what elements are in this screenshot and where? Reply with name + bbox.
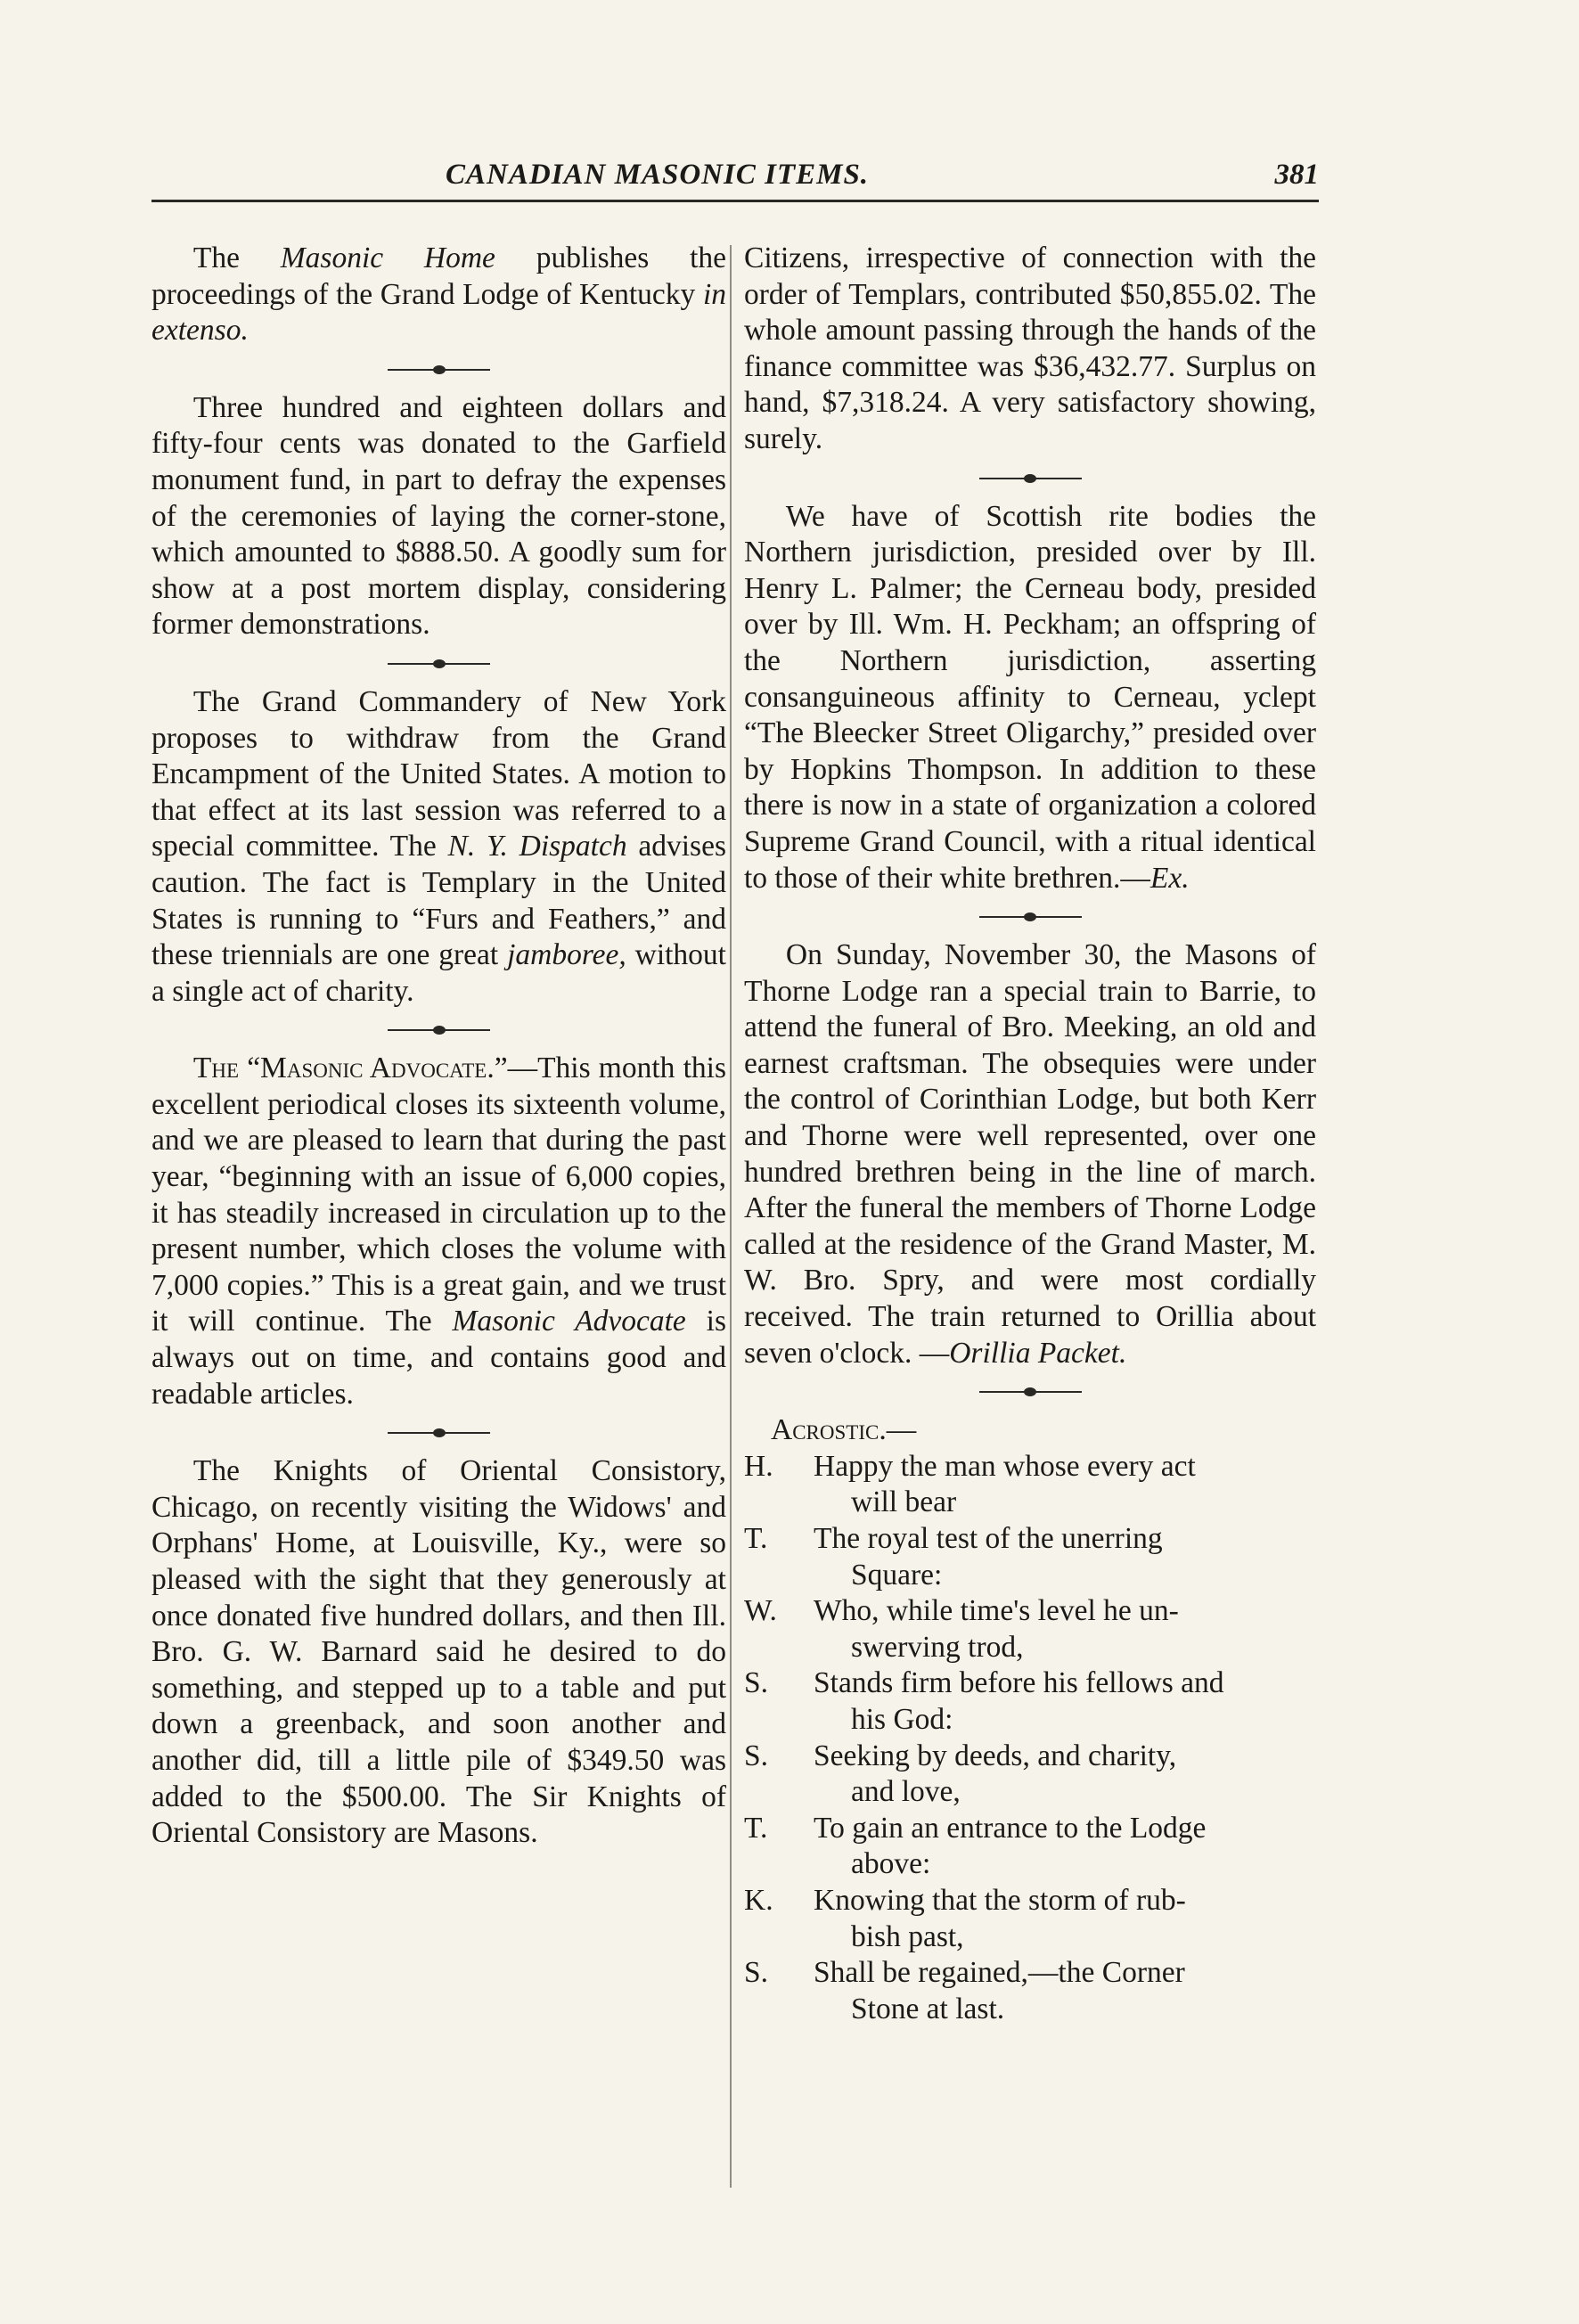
acrostic [744,1449,1316,2028]
acrostic-letter: H. [744,1449,773,1483]
item-citizens-contribution: Citizens, irrespective of connection with the order of Templars, contributed $50,855.02. The whole amount passing through the hands of the finance committee was $36,432.77. Surplus on hand, $7,318.24. A very satisfactory showing, surely. [744,241,1316,455]
acrostic-text-main: The royal test of the unerring [814,1522,1163,1555]
acrostic-text-main: Happy the man whose every act [814,1449,1196,1483]
item-thorne-lodge [744,937,1316,1371]
text: without a single act of charity. [151,938,726,1008]
italic-text: in extenso. [151,277,726,348]
acrostic-line [744,1593,1316,1665]
section-separator [979,1386,1082,1398]
acrostic-line [744,1449,1316,1521]
acrostic-line [744,1883,1316,1955]
item-masonic-home [151,241,726,349]
acrostic-text [814,1883,1316,1955]
section-separator [979,911,1082,923]
item-scottish-rite [744,499,1316,897]
left-column [151,241,726,1852]
page-number: 381 [1274,159,1319,191]
acrostic-text-cont: Square: [851,1558,943,1592]
text: is always out on time, and contains good and readable articles. [151,1305,726,1411]
right-column [744,241,1316,2027]
acrostic-text-main: To gain an entrance to the Lodge [814,1811,1207,1845]
acrostic-text-cont: swerving trod, [851,1630,1024,1664]
acrostic-letter: T. [744,1811,768,1845]
italic-text: Ex. [1149,861,1190,895]
acrostic-text-cont: his God: [851,1702,953,1736]
acrostic-text-main: Knowing that the storm of rub- [814,1883,1186,1917]
acrostic-line [744,1739,1316,1811]
acrostic-text-cont: bish past, [851,1919,964,1953]
acrostic-text [814,1665,1316,1738]
acrostic-letter: S. [744,1666,769,1700]
acrostic-letter: T. [744,1522,768,1555]
acrostic-text-main: Who, while time's level he un- [814,1594,1179,1628]
italic-text: Orillia Packet. [949,1336,1127,1370]
item-masonic-advocate [151,1051,726,1412]
item-oriental-consistory: The Knights of Oriental Consistory, Chicago, on recently visiting the Widows' and Orphans' Home, at Louisville, Ky., were so pleased with the sight that they generously at once donated five hundred dollars, and then Ill. Bro. G. W. Barnard said he desired to do something, and stepped up to a table and put down a greenback, and soon another and another did, till a little pile of $349.50 was added to the $500.00. The Sir Knights of Oriental Consistory are Masons. [151,1454,726,1850]
acrostic-text [814,1449,1316,1521]
smallcaps-heading: The “Masonic Advocate.” [192,1052,508,1085]
text: The Grand Commandery of New York proposes to withdraw from the Grand Encampment of the United States. A motion to that effect at its last session was referred to a special committee. The [151,684,726,863]
text: We have of Scottish rite bodies the Northern jurisdiction, presided over by Ill. Henry L. Palmer; the Cerneau body, presided over by Ill. Wm. H. Peckham; an offspring of the Northern jurisdiction, asserting consanguineous affinity to Cerneau, yclept “The Bleecker Street Oligarchy,” presided over by Hopkins Thompson. In addition to these there is now in a state of organization a colored Supreme Grand Council, with a ritual identical to those of their white brethren.— [744,499,1316,895]
text: publishes the proceedings of the Grand Lodge of Kentucky [151,241,726,311]
acrostic-letter: S. [744,1956,769,1990]
acrostic-text-cont: Stone at last. [851,1992,1005,2025]
item-garfield-fund: Three hundred and eighteen dollars and fifty-four cents was donated to the Garfield monument fund, in part to defray the expenses of the ceremonies of laying the corner-stone, which amounted to $888.50. A goodly sum for show at a post mortem display, considering former demonstrations. [151,390,726,642]
acrostic-text [814,1739,1316,1811]
acrostic-line [744,1665,1316,1738]
acrostic-text-cont: and love, [851,1775,961,1809]
acrostic-text-cont: above: [851,1847,931,1881]
acrostic-letter: K. [744,1883,773,1917]
column-divider [730,245,732,2188]
text: —This month this excellent periodical closes its sixteenth volume, and we are pleased to learn that during the past year, “beginning with an issue of 6,000 copies, it has steadily increased in circulation up to the present number, which closes the volume with 7,000 copies.” This is a great gain, and we trust it will continue. The [151,1052,726,1338]
section-separator [388,1024,490,1036]
page-header [151,134,1319,191]
acrostic-text [814,1521,1316,1593]
acrostic-text-main: Stands firm before his fellows and [814,1666,1224,1700]
acrostic-letter: W. [744,1594,777,1628]
acrostic-text-cont: will bear [851,1485,957,1519]
text: advises caution. The fact is Templary in the United States is running to “Furs and Feathers,” and these triennials are one great [151,830,726,972]
italic-text: Masonic Advocate [452,1305,686,1338]
header-rule [151,200,1319,202]
acrostic-text-main: Seeking by deeds, and charity, [814,1739,1177,1772]
acrostic-line [744,1955,1316,2027]
section-separator [979,472,1082,485]
item-grand-commandery [151,684,726,1010]
acrostic-text [814,1811,1316,1883]
acrostic-line [744,1521,1316,1593]
text: On Sunday, November 30, the Masons of Thorne Lodge ran a special train to Barrie, to attend the funeral of Bro. Meeking, an old and earnest craftsman. The obsequies were under the control of Corinthian Lodge, but both Kerr and Thorne were well represented, over one hundred brethren being in the line of march. After the funeral the members of Thorne Lodge called at the residence of the Grand Master, M. W. Bro. Spry, and were most cordially received. The train returned to Orillia about seven o'clock. — [744,938,1316,1370]
italic-text: jamboree, [507,938,626,972]
running-title: CANADIAN MASONIC ITEMS. [446,159,870,191]
text: The [192,241,281,274]
section-separator [388,658,490,670]
section-separator [388,364,490,376]
acrostic-line [744,1811,1316,1883]
acrostic-letter: S. [744,1739,769,1772]
acrostic-text [814,1955,1316,2027]
acrostic-text [814,1593,1316,1665]
section-separator [388,1427,490,1439]
acrostic-heading: Acrostic.— [771,1413,917,1447]
acrostic-text-main: Shall be regained,—the Corner [814,1956,1185,1990]
italic-text: Masonic Home [280,241,495,274]
italic-text: N. Y. Dispatch [447,830,627,863]
